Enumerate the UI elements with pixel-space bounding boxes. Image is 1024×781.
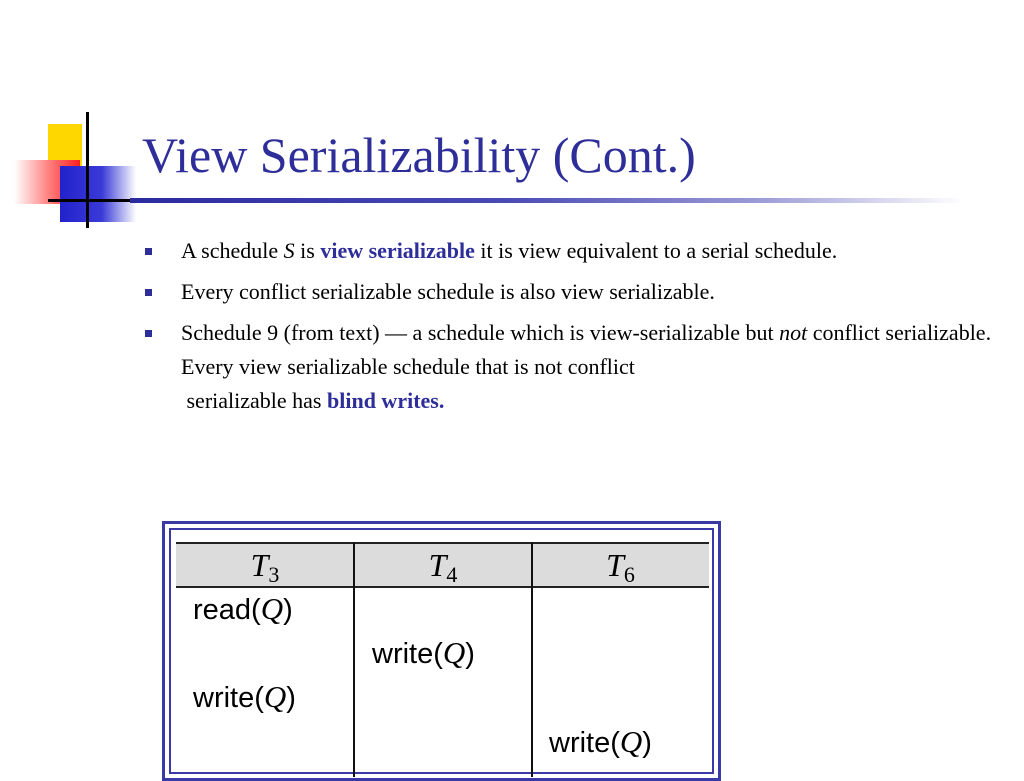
bullet-subline: serializable has blind writes. xyxy=(181,388,445,413)
schedule-table-inner xyxy=(169,528,714,774)
schedule-table xyxy=(162,521,721,781)
term-view-serializable: view serializable xyxy=(320,238,475,263)
column-divider xyxy=(531,542,533,777)
bullet-item: A schedule S is view serializable it is view equivalent to a serial schedule. xyxy=(142,234,1004,268)
operation-cell: write(Q) xyxy=(549,724,652,759)
header-transaction: $T_4$ xyxy=(428,547,458,587)
bullet-marker xyxy=(145,330,152,337)
schedule-variable: S xyxy=(283,238,295,263)
header-transaction: $T_3$ xyxy=(250,547,280,587)
term-blind-writes: blind writes. xyxy=(327,388,445,413)
operation-cell: write(Q) xyxy=(193,679,296,714)
emphasis-not: not xyxy=(779,320,808,345)
decor-vertical-line xyxy=(86,112,89,228)
column-divider xyxy=(353,542,355,777)
bullet-list xyxy=(142,234,1004,425)
operation-cell: write(Q) xyxy=(372,635,475,670)
slide-title: View Serializability (Cont.) xyxy=(142,127,696,183)
decor-blue-square xyxy=(60,166,136,222)
title-underline xyxy=(130,198,964,203)
bullet-item: Schedule 9 (from text) — a schedule which is view-serializable but not conflict serializable. Every view serializable schedule that is not conflict serializable has blind writes. xyxy=(142,316,1004,418)
bullet-marker xyxy=(145,248,152,255)
bullet-item: Every conflict serializable schedule is also view serializable. xyxy=(142,275,1004,309)
operation-cell: read(Q) xyxy=(193,591,293,626)
header-transaction: $T_6$ xyxy=(606,547,635,587)
title-decoration xyxy=(0,0,160,240)
bullet-subline: Every view serializable schedule that is not conflict xyxy=(181,354,635,379)
bullet-marker xyxy=(145,289,152,296)
decor-horizontal-line xyxy=(48,199,140,202)
